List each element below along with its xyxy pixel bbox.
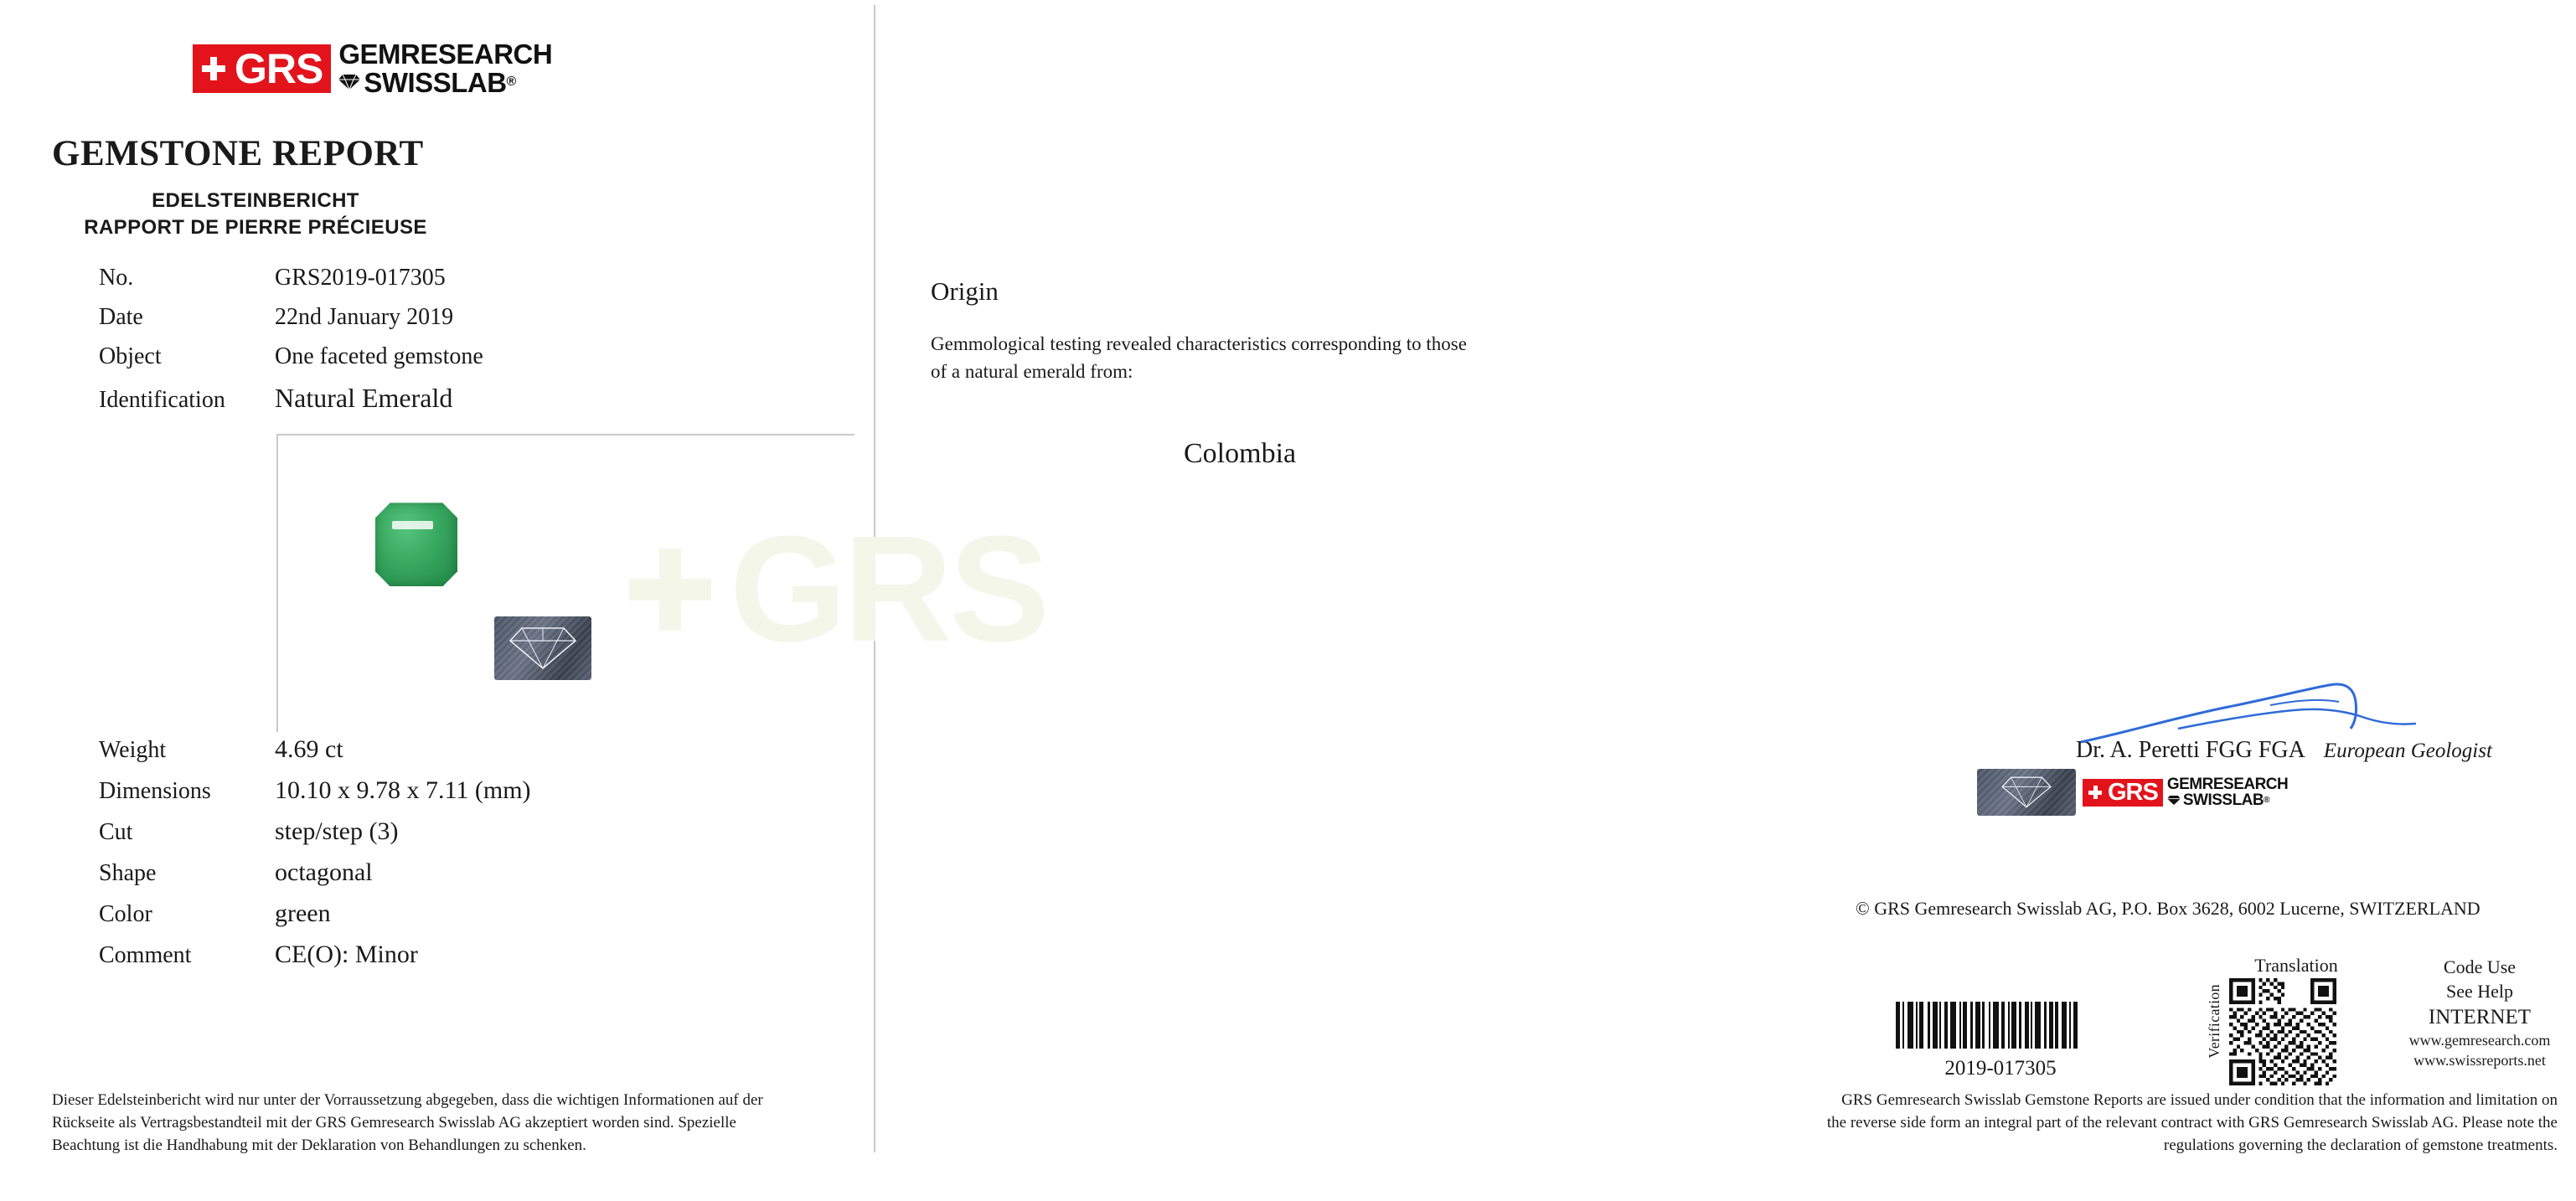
photo-divider-vertical <box>276 434 278 732</box>
copyright-line: © GRS Gemresearch Swisslab AG, P.O. Box 3628, 6002 Lucerne, SWITZERLAND <box>1856 898 2480 919</box>
field-row-identification <box>7 383 874 422</box>
origin-statement-line2: of a natural emerald from: <box>931 361 1133 383</box>
field-row-color <box>7 899 874 941</box>
barcode-block <box>1896 1002 2105 1080</box>
field-label-identification: Identification <box>99 387 225 414</box>
swiss-cross-icon <box>199 54 228 83</box>
page-title: GEMSTONE REPORT <box>52 134 424 174</box>
field-label-date: Date <box>99 304 143 331</box>
field-value-dimensions: 10.10 x 9.78 x 7.11 (mm) <box>275 776 531 805</box>
signature-block <box>1977 737 2513 816</box>
field-row-no <box>7 265 874 304</box>
code-use-title: Code Use <box>2443 956 2517 977</box>
grs-swisslab-text: SWISSLAB <box>364 66 507 98</box>
field-value-comment: CE(O): Minor <box>275 941 418 969</box>
field-row-dimensions <box>7 776 874 817</box>
grs-logo-text <box>338 40 552 96</box>
grs-swisslab-row-small <box>2167 792 2288 808</box>
code-use-help[interactable]: See Help <box>2445 981 2514 1003</box>
watermark-text: GRS <box>730 505 1047 673</box>
hologram-seal <box>494 616 591 680</box>
website-url-swissreports[interactable]: www.swissreports.net <box>2413 1051 2546 1069</box>
hologram-seal-small <box>1977 769 2076 816</box>
grs-swisslab-text-small: SWISSLAB <box>2182 791 2264 809</box>
website-url-gemresearch[interactable]: www.gemresearch.com <box>2408 1032 2551 1049</box>
field-row-date <box>7 304 874 343</box>
origin-country: Colombia <box>1184 437 1297 469</box>
header-field-list <box>7 265 874 422</box>
field-value-identification: Natural Emerald <box>275 383 453 414</box>
page-subtitle-fr: RAPPORT DE PIERRE PRÉCIEUSE <box>84 216 427 240</box>
left-column <box>0 0 874 1201</box>
grs-gemresearch-text: GEMRESEARCH <box>338 39 553 70</box>
diamond-icon-small <box>2167 796 2181 805</box>
field-label-no: No. <box>99 265 134 291</box>
right-column <box>730 0 2558 1201</box>
grs-wordmark: GRS <box>235 44 323 92</box>
handwritten-signature <box>2078 677 2429 752</box>
origin-heading: Origin <box>931 276 999 306</box>
registered-mark-small: ® <box>2264 795 2269 805</box>
diamond-icon <box>338 75 360 90</box>
translation-label: Translation <box>2254 955 2338 976</box>
grs-swisslab-row <box>338 66 552 98</box>
field-value-date: 22nd January 2019 <box>275 304 454 331</box>
field-value-color: green <box>275 899 331 928</box>
field-label-comment: Comment <box>99 942 192 969</box>
barcode <box>1896 1002 2105 1049</box>
origin-statement-line1: Gemmological testing revealed characteristics corresponding to those <box>931 333 1467 354</box>
field-row-object <box>7 343 874 383</box>
field-label-cut: Cut <box>99 819 133 846</box>
field-value-weight: 4.69 ct <box>275 735 343 764</box>
field-value-no: GRS2019-017305 <box>275 265 446 291</box>
barcode-number: 2019-017305 <box>1944 1057 2057 1080</box>
qr-code[interactable] <box>2229 978 2336 1085</box>
gemstone-photo <box>375 503 457 586</box>
footer-disclaimer-de: Dieser Edelsteinbericht wird nur unter der Vorraussetzung abgegeben, dass die wichtigen Informationen auf der Rückseite als Vertragsbestandteil mit der GRS Gemresearch Swisslab AG akzeptiert worden sind. Spezielle Beachtung ist die Handhabung mit der Deklaration von Behandlungen zu schenken. <box>52 1091 763 1155</box>
field-label-object: Object <box>99 343 162 370</box>
swiss-cross-icon-small <box>2087 784 2104 801</box>
field-value-cut: step/step (3) <box>275 817 399 846</box>
photo-divider-horizontal <box>276 434 854 436</box>
grs-gemresearch-text-small: GEMRESEARCH <box>2166 775 2289 793</box>
footer-disclaimer-en: GRS Gemresearch Swisslab Gemstone Reports are issued under condition that the information and limitation on the reverse side form an integral part of the relevant contract with GRS Gemresearch Swisslab AG. Please note the regulations governing the declaration of gemstone treatments. <box>1826 1091 2558 1155</box>
grs-logo <box>193 40 874 96</box>
grs-logo-text-small <box>2167 776 2288 809</box>
signatory-name: Dr. A. Peretti FGG FGA <box>2076 737 2305 763</box>
field-value-shape: octagonal <box>275 858 373 887</box>
field-row-cut <box>7 817 874 858</box>
grs-logo-footer <box>2083 776 2288 809</box>
specification-field-list <box>7 735 874 982</box>
origin-statement <box>931 330 1567 386</box>
grs-logo-red-badge <box>193 44 331 93</box>
field-row-shape <box>7 858 874 899</box>
grs-logo-red-badge-small <box>2083 779 2163 807</box>
signature-logo-row <box>1977 769 2513 816</box>
field-label-shape: Shape <box>99 860 157 887</box>
signatory-title: European Geologist <box>2323 740 2492 762</box>
field-row-weight <box>7 735 874 776</box>
page-subtitle-de: EDELSTEINBERICHT <box>152 189 359 213</box>
verification-label: Verification <box>2206 984 2222 1059</box>
field-label-weight: Weight <box>99 737 167 764</box>
registered-mark: ® <box>506 75 516 90</box>
internet-label: INTERNET <box>2428 1006 2532 1029</box>
field-label-dimensions: Dimensions <box>99 778 211 805</box>
code-use-block <box>2383 955 2576 1071</box>
field-value-object: One faceted gemstone <box>275 343 483 370</box>
gemstone-photo-area <box>0 434 874 735</box>
field-label-color: Color <box>99 901 152 928</box>
grs-wordmark-small: GRS <box>2108 778 2158 806</box>
field-row-comment <box>7 941 874 982</box>
